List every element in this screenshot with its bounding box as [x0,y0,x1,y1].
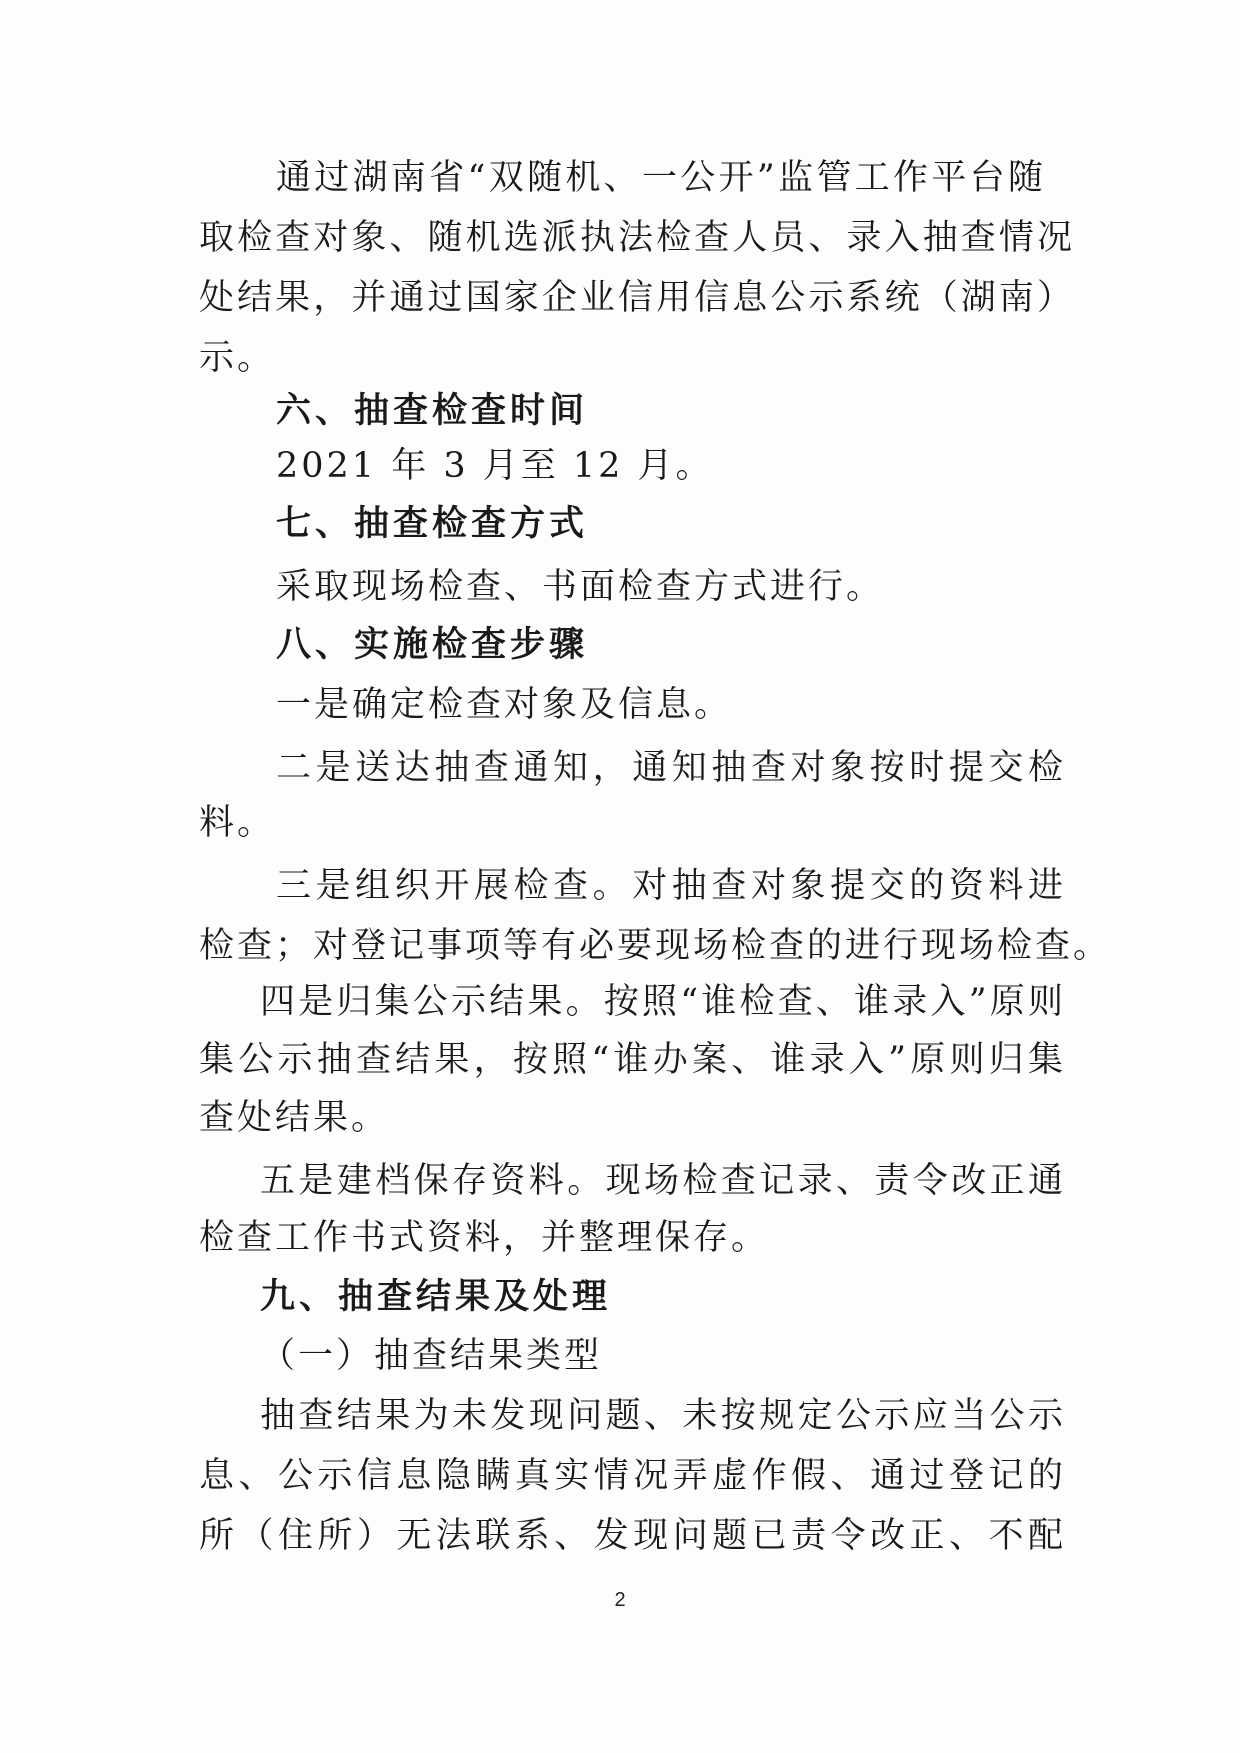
section-heading: 九、抽查结果及处理 [260,1276,612,1317]
paragraph-line: 处结果，并通过国家企业信用信息公示系统（湖南） [199,278,1075,318]
paragraph-line: 抽查结果为未发现问题、未按规定公示应当公示 [260,1396,1066,1436]
paragraph-line: 二是送达抽查通知，通知抽查对象按时提交检 [276,748,1066,788]
paragraph-line: 四是归集公示结果。按照“谁检查、谁录入”原则 [260,982,1066,1022]
paragraph-line: 五是建档保存资料。现场检查记录、责令改正通 [260,1161,1066,1201]
paragraph-line: 一是确定检查对象及信息。 [276,685,733,725]
paragraph-line: 料。 [199,803,276,843]
paragraph-line: 示。 [199,338,276,378]
paragraph-line: 检查；对登记事项等有必要现场检查的进行现场检查。 [199,926,1112,966]
paragraph-line: 通过湖南省“双随机、一公开”监管工作平台随 [276,158,1046,198]
subsection-heading: （一）抽查结果类型 [260,1336,603,1376]
paragraph-line: 三是组织开展检查。对抽查对象提交的资料进 [276,866,1066,906]
section-heading: 六、抽查检查时间 [276,390,589,431]
paragraph-line: 2021 年 3 月至 12 月。 [276,446,714,486]
paragraph-line: 采取现场检查、书面检查方式进行。 [276,567,885,607]
paragraph-line: 查处结果。 [199,1098,390,1138]
paragraph-line: 所（住所）无法联系、发现问题已责令改正、不配 [199,1516,1066,1556]
page-number: 2 [614,1589,626,1611]
paragraph-line: 取检查对象、随机选派执法检查人员、录入抽查情况 [199,218,1075,258]
paragraph-line: 息、公示信息隐瞒真实情况弄虚作假、通过登记的 [199,1456,1066,1496]
section-heading: 七、抽查检查方式 [276,503,589,544]
paragraph-line: 集公示抽查结果，按照“谁办案、谁录入”原则归集 [199,1040,1066,1080]
paragraph-line: 检查工作书式资料，并整理保存。 [199,1218,770,1258]
section-heading: 八、实施检查步骤 [276,624,589,665]
